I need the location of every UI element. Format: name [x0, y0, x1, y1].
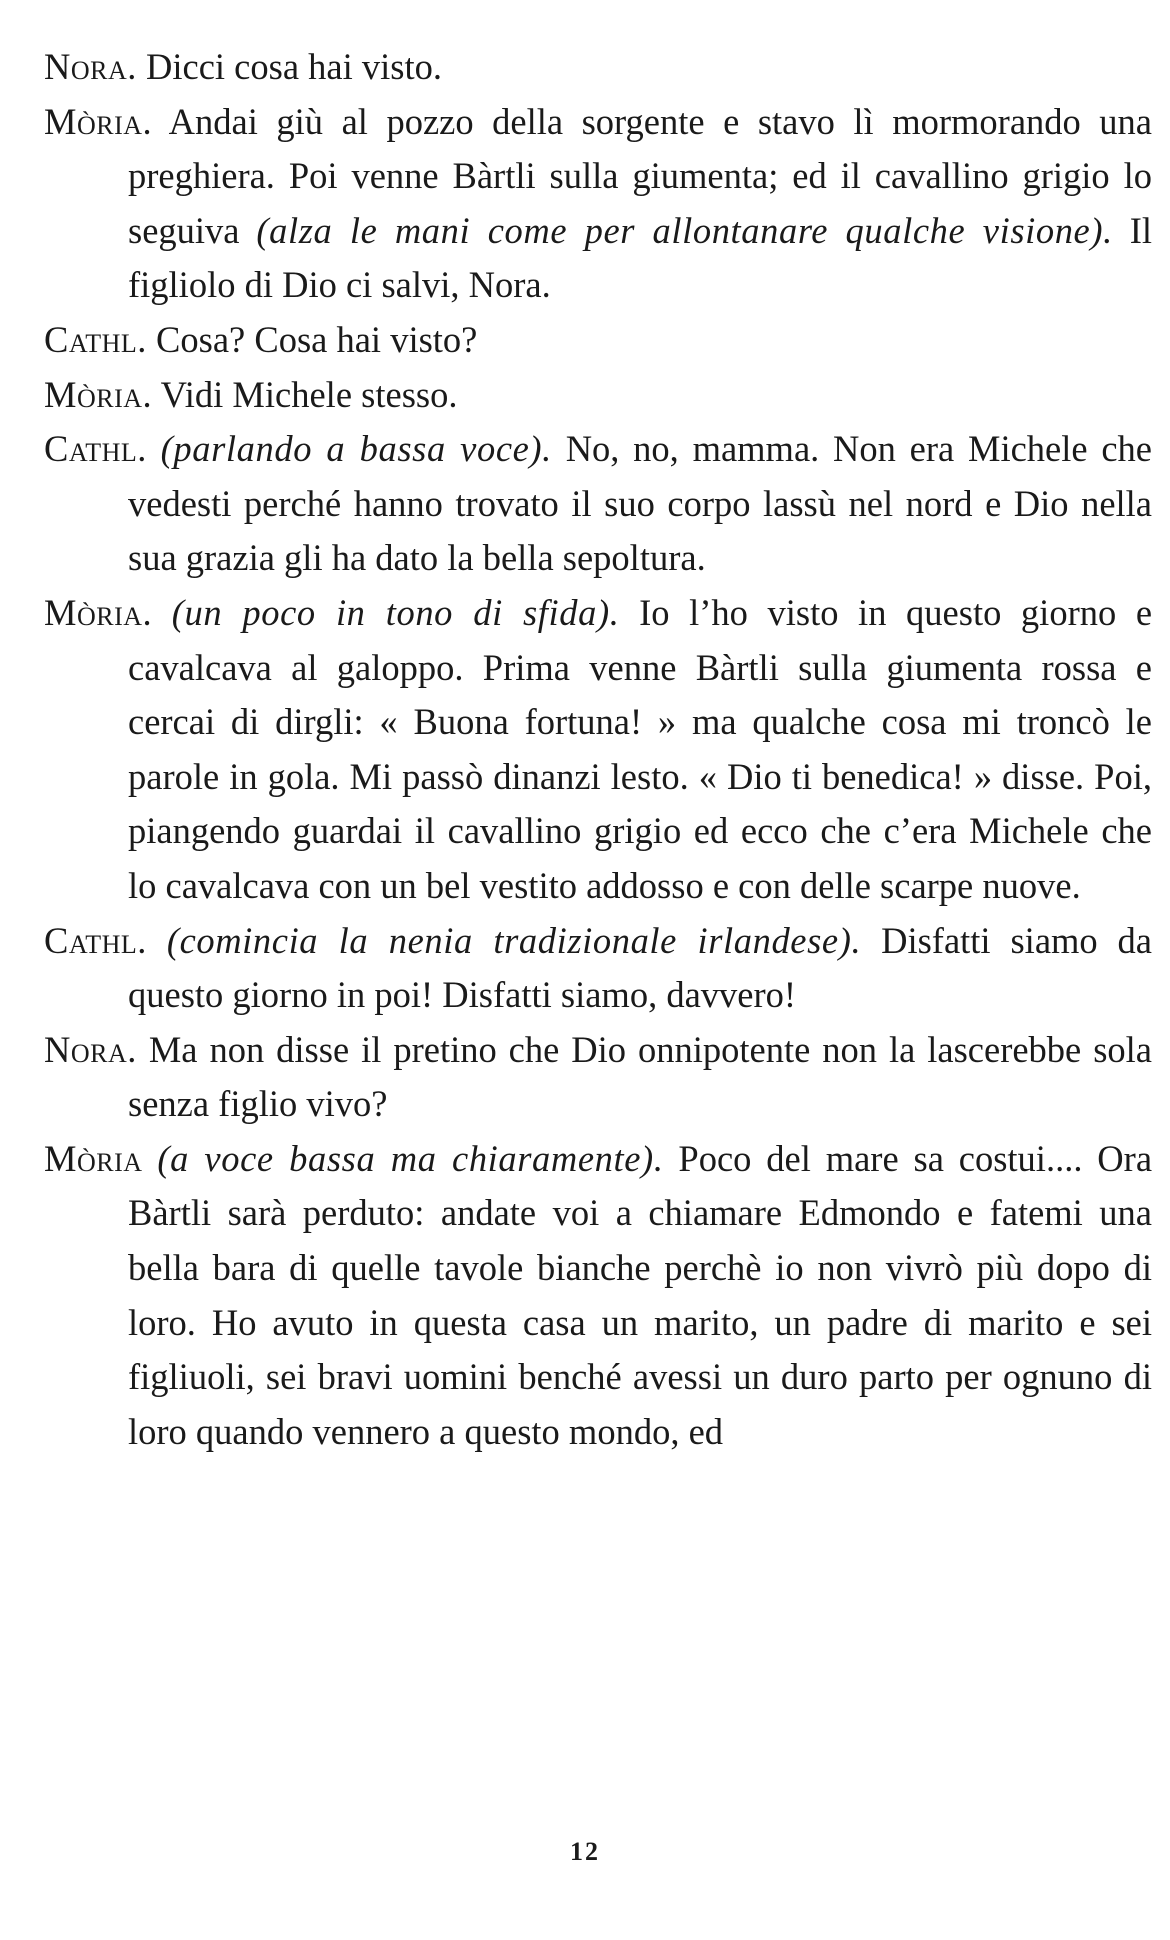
speech-cathl-2: [44, 422, 1152, 586]
speech-cathl-3: [44, 914, 1152, 1023]
speech-text: No, no, mamma. Non era Michele che vedesti perché hanno trovato il suo corpo lassù nel nord e Dio nella sua grazia gli ha dato la bella sepoltura.: [128, 428, 1152, 579]
stage-direction: (un poco in tono di sfida).: [171, 591, 620, 633]
speaker-name: Mòria.: [44, 591, 153, 633]
speaker-name: Nora.: [44, 46, 137, 87]
speech-moria-3: [44, 586, 1152, 914]
speech-text: Andai giù al pozzo della sorgente e stavo lì mormorando una preghiera. Poi venne Bàrtli sulla giumenta; ed il cavallino grigio lo seguiva: [128, 100, 1152, 251]
speaker-name: Cathl.: [44, 428, 147, 470]
book-page: [44, 40, 1152, 1900]
speech-moria-4: [44, 1132, 1152, 1460]
speaker-name: Mòria: [44, 1137, 143, 1179]
stage-direction: (alza le mani come per allontanare qualche visione).: [256, 209, 1113, 251]
speech-nora-1: [44, 40, 1152, 95]
page-number: 12: [570, 1837, 600, 1866]
speaker-name: Mòria.: [44, 100, 153, 142]
speech-text: Dicci cosa hai visto.: [146, 46, 442, 87]
speech-text: Cosa? Cosa hai visto?: [156, 318, 478, 360]
speech-text: Poco del mare sa costui.... Ora Bàrtli sarà perduto: andate voi a chiamare Edmondo e fatemi una bella bara di quelle tavole bianche perchè io non vivrò più dopo di loro. Ho avuto in questa casa un marito, un padre di marito e sei figliuoli, sei bravi uomini benché avessi un duro parto per ognuno di loro quando vennero a questo mondo, ed: [128, 1137, 1153, 1452]
stage-direction: (comincia la nenia tradizionale irlandese).: [166, 919, 862, 961]
stage-direction: (a voce bassa ma chiaramente).: [157, 1137, 664, 1179]
speaker-name: Nora.: [44, 1028, 137, 1070]
speech-nora-2: [44, 1023, 1152, 1132]
stage-direction: (parlando a bassa voce).: [160, 428, 552, 470]
speech-text: Vidi Michele stesso.: [160, 373, 458, 415]
speech-text: Disfatti siamo da questo giorno in poi! Disfatti siamo, davvero!: [128, 919, 1153, 1016]
speech-text-after: Il figliolo di Dio ci salvi, Nora.: [128, 209, 1153, 306]
speech-text: Ma non disse il pretino che Dio onnipotente non la lascerebbe sola senza figlio vivo?: [128, 1028, 1153, 1125]
speech-moria-1: [44, 95, 1152, 313]
speaker-name: Mòria.: [44, 373, 153, 415]
speech-text: Io l’ho visto in questo giorno e cavalcava al galoppo. Prima venne Bàrtli sulla giumenta rossa e cercai di dirgli: « Buona fortuna! » ma qualche cosa mi troncò le parole in gola. Mi passò dinanzi lesto. « Dio ti benedica! » disse. Poi, piangendo guardai il cavallino grigio ed ecco che c’era Michele che lo cavalcava con un bel vestito addosso e con delle scarpe nuove.: [128, 591, 1153, 906]
speaker-name: Cathl.: [44, 919, 147, 961]
speech-moria-2: [44, 368, 1152, 423]
speech-cathl-1: [44, 313, 1152, 368]
speaker-name: Cathl.: [44, 318, 147, 360]
